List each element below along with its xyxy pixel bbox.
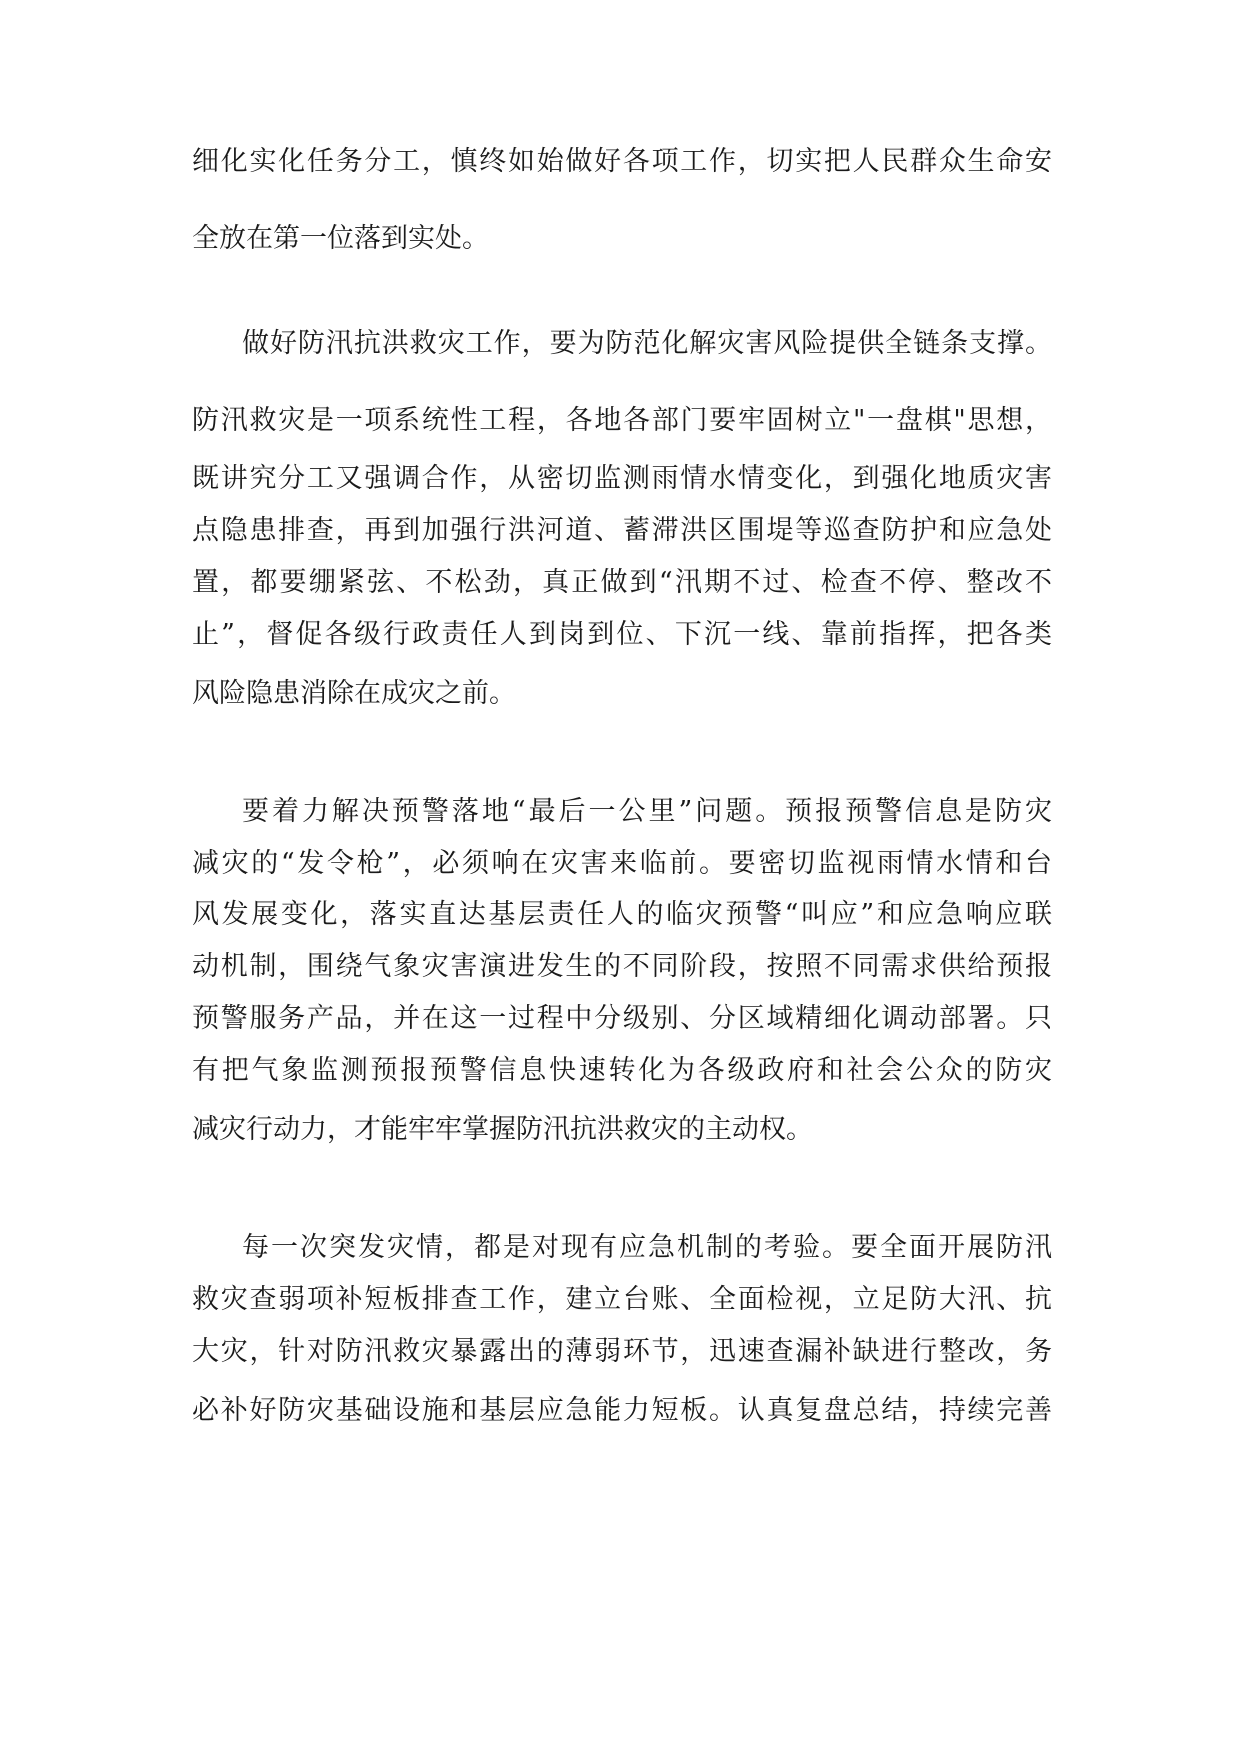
text-line: 细化实化任务分工，慎终如始做好各项工作，切实把人民群众生命安 [192, 146, 1052, 177]
text-line: 救灾查弱项补短板排查工作，建立台账、全面检视，立足防大汛、抗 [192, 1284, 1052, 1315]
text-line: 风发展变化，落实直达基层责任人的临灾预警“叫应”和应急响应联 [192, 899, 1052, 930]
text-line: 全放在第一位落到实处。 [192, 223, 489, 254]
text-line: 止”，督促各级行政责任人到岗到位、下沉一线、靠前指挥，把各类 [192, 619, 1052, 650]
text-line: 既讲究分工又强调合作，从密切监测雨情水情变化，到强化地质灾害 [192, 463, 1052, 494]
text-line: 大灾，针对防汛救灾暴露出的薄弱环节，迅速查漏补缺进行整改，务 [192, 1336, 1052, 1367]
text-line: 做好防汛抗洪救灾工作，要为防范化解灾害风险提供全链条支撑。 [242, 328, 1052, 359]
text-line: 预警服务产品，并在这一过程中分级别、分区域精细化调动部署。只 [192, 1003, 1052, 1034]
text-line: 风险隐患消除在成灾之前。 [192, 678, 516, 709]
text-line: 点隐患排查，再到加强行洪河道、蓄滞洪区围堤等巡查防护和应急处 [192, 515, 1052, 546]
text-line: 要着力解决预警落地“最后一公里”问题。预报预警信息是防灾 [242, 796, 1052, 827]
text-line: 有把气象监测预报预警信息快速转化为各级政府和社会公众的防灾 [192, 1055, 1052, 1086]
text-line: 必补好防灾基础设施和基层应急能力短板。认真复盘总结，持续完善 [192, 1395, 1052, 1426]
text-line: 动机制，围绕气象灾害演进发生的不同阶段，按照不同需求供给预报 [192, 951, 1052, 982]
text-line: 减灾的“发令枪”，必须响在灾害来临前。要密切监视雨情水情和台 [192, 848, 1052, 879]
text-line: 防汛救灾是一项系统性工程，各地各部门要牢固树立"一盘棋"思想， [192, 405, 1052, 436]
text-line: 减灾行动力，才能牢牢掌握防汛抗洪救灾的主动权。 [192, 1114, 813, 1145]
text-line: 置，都要绷紧弦、不松劲，真正做到“汛期不过、检查不停、整改不 [192, 567, 1052, 598]
text-line: 每一次突发灾情，都是对现有应急机制的考验。要全面开展防汛 [242, 1232, 1052, 1263]
